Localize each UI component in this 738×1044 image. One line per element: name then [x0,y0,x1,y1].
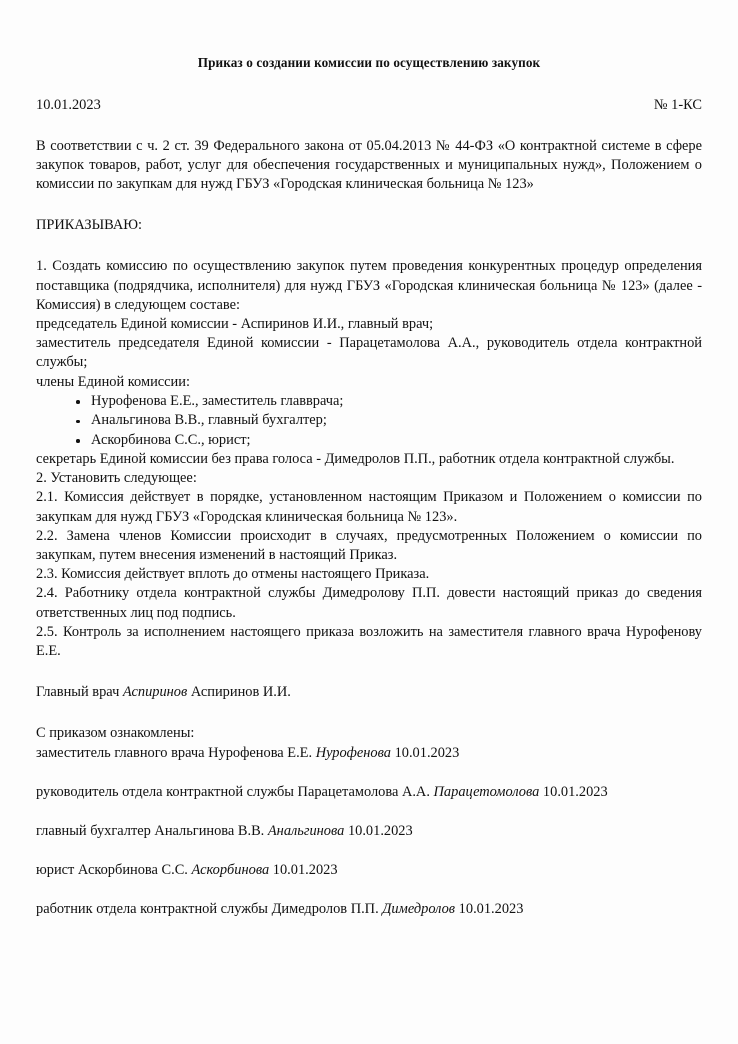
document-number: № 1-КС [653,96,702,113]
signature-name: Аспиринов И.И. [190,684,291,701]
acknowledgement-handwritten: Нурофенова [315,744,391,761]
order-keyword: ПРИКАЗЫВАЮ: [36,217,143,234]
acknowledgement-row [36,822,702,841]
members-list [36,392,702,450]
acknowledgement-role-name: работник отдела контрактной службы Димедролов П.П. [36,901,379,918]
acknowledgement-role-name: заместитель главного врача Нурофенова Е.Е. [36,744,313,761]
acknowledgement-date: 10.01.2023 [458,901,524,918]
acknowledgement-row [36,900,702,919]
signature-line [36,683,702,702]
acknowledgement-date: 10.01.2023 [272,862,338,879]
clause-2: 2. Установить следующее: [36,470,197,487]
acknowledgement-handwritten: Димедролов [382,901,456,918]
clause-2-5: 2.5. Контроль за исполнением настоящего приказа возложить на заместителя главного врача Нурофенову Е.Е. [36,623,702,660]
document-meta-row [36,96,702,115]
clause-1: 1. Создать комиссию по осуществлению закупок путем проведения конкурентных процедур определения поставщика (подрядчика, исполнителя) для нужд ГБУЗ «Городская клиническая больница № 123» (далее - Комиссия) в следующем составе: [36,258,702,313]
secretary-line: секретарь Единой комиссии без права голоса - Димедролов П.П., работник отдела контрактной службы. [36,450,675,467]
clause-2-3: 2.3. Комиссия действует вплоть до отмены настоящего Приказа. [36,566,430,583]
clause-2-1: 2.1. Комиссия действует в порядке, установленном настоящим Приказом и Положением о комиссии по закупкам для нужд ГБУЗ «Городская клиническая больница № 123». [36,489,702,525]
deputy-chairman-line: заместитель председателя Единой комиссии - Парацетамолова А.А., руководитель отдела контрактной службы; [36,335,702,371]
signature-handwritten: Аспиринов [122,684,188,701]
page-title: Приказ о создании комиссии по осуществлению закупок [197,55,541,70]
acknowledgement-handwritten: Аскорбинова [191,862,270,879]
acknowledgement-date: 10.01.2023 [347,823,413,840]
acknowledgement-heading: С приказом ознакомлены: [36,725,195,742]
clause-2-2: 2.2. Замена членов Комиссии происходит в случаях, предусмотренных Положением о комиссии по закупкам, путем внесения изменений в настоящий Приказ. [36,527,702,563]
acknowledgement-handwritten: Анальгинова [267,823,345,840]
document-content [36,0,702,920]
acknowledgement-row [36,861,702,880]
preamble-paragraph: В соответствии с ч. 2 ст. 39 Федерального закона от 05.04.2013 № 44-ФЗ «О контрактной системе в сфере закупок товаров, работ, услуг для обеспечения государственных и муниципальных нужд», Положением о комиссии по закупкам для нужд ГБУЗ «Городская клиническая больница № 123» [36,137,702,192]
list-item: Аскорбинова С.С., юрист; [76,431,702,450]
signature-role: Главный врач [36,684,120,701]
list-item: Нурофенова Е.Е., заместитель главврача; [76,392,702,411]
acknowledgement-handwritten: Парацетомолова [433,783,540,800]
acknowledgement-role-name: главный бухгалтер Анальгинова В.В. [36,823,265,840]
list-item: Анальгинова В.В., главный бухгалтер; [76,411,702,430]
chairman-line: председатель Единой комиссии - Аспиринов И.И., главный врач; [36,315,434,332]
acknowledgement-row [36,783,702,802]
acknowledgement-row [36,744,702,763]
acknowledgement-role-name: юрист Аскорбинова С.С. [36,862,188,879]
members-heading: члены Единой комиссии: [36,373,190,390]
clause-2-4: 2.4. Работнику отдела контрактной службы Димедролову П.П. довести настоящий приказ до сведения ответственных лиц под подпись. [36,585,702,621]
document-date: 10.01.2023 [36,96,101,113]
acknowledgement-date: 10.01.2023 [542,783,608,800]
acknowledgement-role-name: руководитель отдела контрактной службы Парацетамолова А.А. [36,783,430,800]
acknowledgement-date: 10.01.2023 [394,744,460,761]
